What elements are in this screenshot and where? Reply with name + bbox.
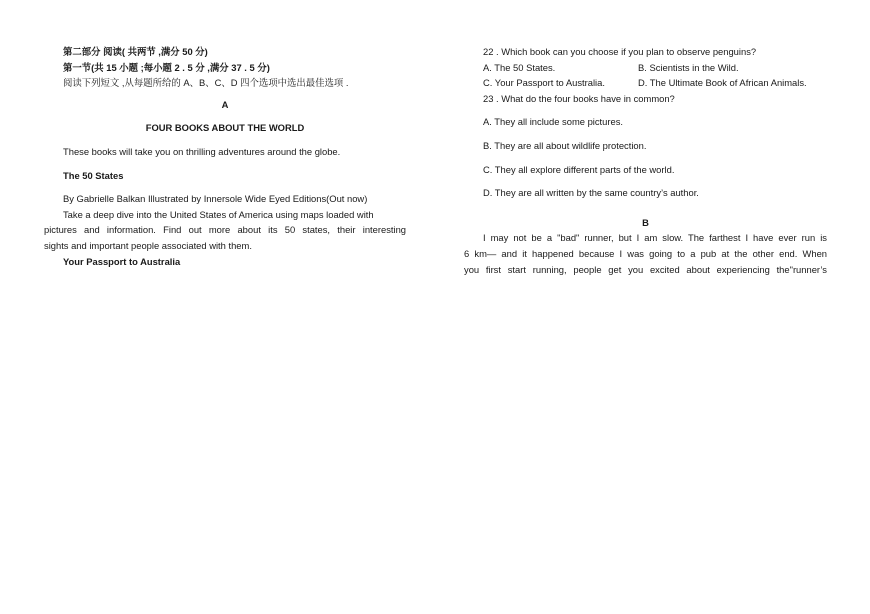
question-23: 23 . What do the four books have in common? xyxy=(483,92,675,104)
q23-option-b: B. They are all about wildlife protection. xyxy=(483,139,647,151)
q23-option-c: C. They all explore different parts of the world. xyxy=(483,163,675,175)
passage-b-line1: I may not be a "bad" runner, but I am slow. The farthest I have ever run is xyxy=(483,232,827,244)
question-22: 22 . Which book can you choose if you plan to observe penguins? xyxy=(483,46,757,57)
q22-option-a: A. The 50 States. xyxy=(483,61,556,73)
q22-options-row1 xyxy=(464,60,827,76)
q22-options-row2 xyxy=(464,75,827,91)
section-one-heading: 第一节(共 15 小题 ;每小题 2 . 5 分 ,满分 37 . 5 分) xyxy=(63,61,270,73)
left-column xyxy=(44,44,406,269)
part-two-heading: 第二部分 阅读( 共两节 ,满分 50 分) xyxy=(63,46,208,57)
instructions: 阅读下列短文 ,从每题所给的 A、B、C、D 四个选项中选出最佳选项 . xyxy=(63,77,349,89)
passage-b-letter: B xyxy=(642,216,649,228)
passage-b-line3: you first start running, people get you excited about experiencing the"runner’s xyxy=(464,263,827,275)
passage-a-intro: These books will take you on thrilling adventures around the globe. xyxy=(63,145,341,157)
book1-title: The 50 States xyxy=(63,169,124,181)
q22-option-d: D. The Ultimate Book of African Animals. xyxy=(638,77,807,89)
right-column xyxy=(464,44,827,277)
q23-option-a: A. They all include some pictures. xyxy=(483,116,623,128)
book1-desc-line2: pictures and information. Find out more about its 50 states, their interesting xyxy=(44,224,406,236)
q23-option-d: D. They are all written by the same country’s author. xyxy=(483,187,699,199)
q22-option-c: C. Your Passport to Australia. xyxy=(483,77,605,89)
passage-a-title: FOUR BOOKS ABOUT THE WORLD xyxy=(145,122,305,134)
book2-title: Your Passport to Australia xyxy=(63,255,181,267)
passage-b-line2: 6 km— and it happened because I was going to a pub at the other end. When xyxy=(464,247,827,259)
book1-desc-line1: Take a deep dive into the United States of America using maps loaded with xyxy=(63,208,374,220)
book1-desc-line3: sights and important people associated with them. xyxy=(44,239,252,251)
book1-byline: By Gabrielle Balkan Illustrated by Innersole Wide Eyed Editions(Out now) xyxy=(63,193,368,205)
q22-option-b: B. Scientists in the Wild. xyxy=(638,61,739,73)
passage-a-letter: A xyxy=(221,98,229,110)
